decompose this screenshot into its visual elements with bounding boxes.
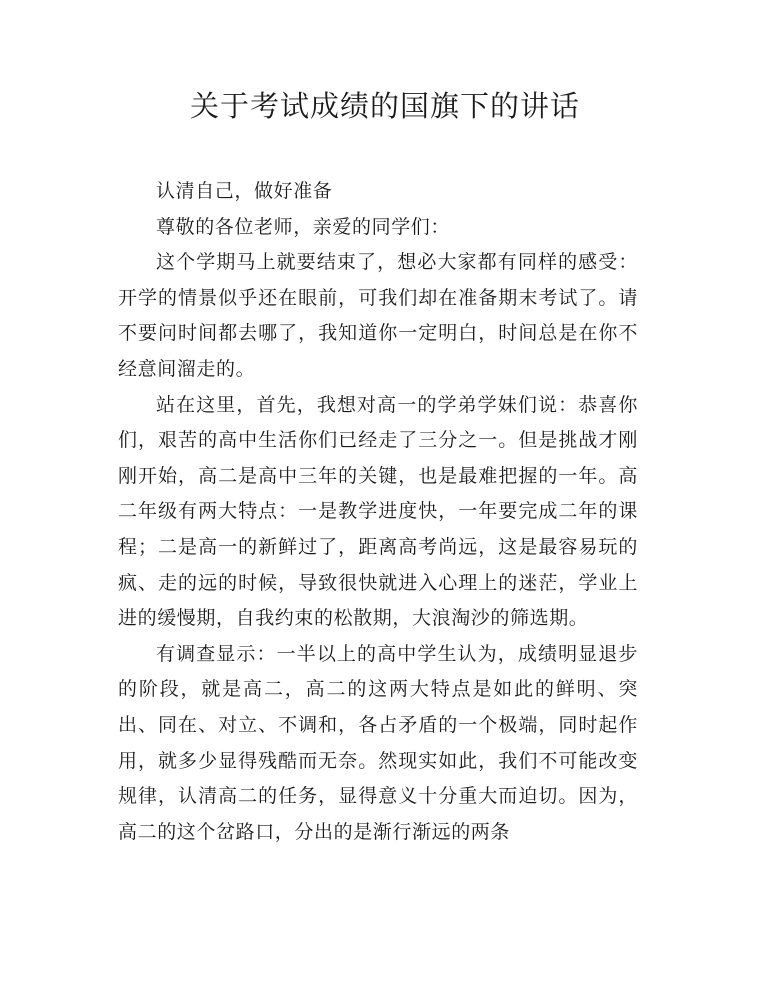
paragraph-1: 这个学期马上就要结束了，想必大家都有同样的感受：开学的情景似乎还在眼前，可我们却在准备期末考试了。请不要问时间都去哪了，我知道你一定明白，时间总是在你不经意间溜走的。 [118, 251, 638, 380]
paragraph-2: 站在这里，首先，我想对高一的学弟学妹们说：恭喜你们，艰苦的高中生活你们已经走了三分之一。但是挑战才刚刚开始，高二是高中三年的关键，也是最难把握的一年。高二年级有两大特点：一是教学进度快，一年要完成二年的课程；二是高一的新鲜过了，距离高考尚远，这是最容易玩的疯、走的远的时候，导致很快就进入心理上的迷茫，学业上进的缓慢期，自我约束的松散期，大浪淘沙的筛选期。 [118, 393, 638, 630]
paragraph-3: 有调查显示：一半以上的高中学生认为，成绩明显退步的阶段，就是高二，高二的这两大特点是如此的鲜明、突出、同在、对立、不调和，各占矛盾的一个极端，同时起作用，就多少显得残酷而无奈。然现实如此，我们不可能改变规律，认清高二的任务，显得意义十分重大而迫切。因为，高二的这个岔路口，分出的是渐行渐远的两条 [118, 642, 638, 843]
paragraph-subtitle: 认清自己，做好准备 [156, 180, 333, 202]
paragraph-salutation: 尊敬的各位老师，亲爱的同学们： [156, 215, 451, 238]
document-body [118, 174, 638, 850]
page-title: 关于考试成绩的国旗下的讲话 [189, 89, 580, 123]
